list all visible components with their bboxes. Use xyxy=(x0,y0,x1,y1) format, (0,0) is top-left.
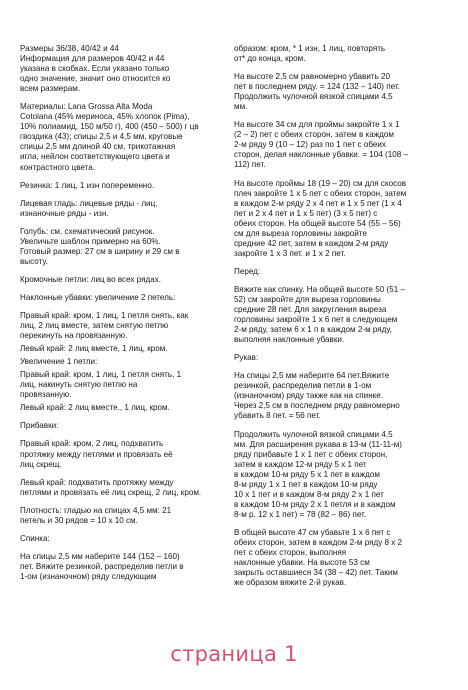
paragraph xyxy=(20,534,232,544)
text-line: Резинка: 1 лиц, 1 изн попеременно. xyxy=(20,180,155,190)
paragraph xyxy=(20,403,232,413)
text-line: Спинка: xyxy=(20,533,50,543)
paragraph xyxy=(234,267,448,277)
text-line: плеч закройте 1 x 5 пет с обеих сторон, затем xyxy=(234,188,407,198)
text-line: затем в каждом 12-м ряду 5 x 1 пет xyxy=(234,459,367,469)
paragraph xyxy=(20,421,232,431)
text-line: пет. Вяжите резинкой, распределив петли в xyxy=(20,561,184,571)
text-line: На высоте 2,5 см равномерно убавить 20 xyxy=(234,72,391,82)
text-line: 8-м р. 12 x 1 пет) = 78 (82 – 86) пет. xyxy=(234,509,367,519)
text-line: гвоздика (43); спицы 2,5 и 4,5 мм, круговые xyxy=(20,132,183,142)
text-line: 52) см закройте для выреза горловины xyxy=(234,294,381,304)
text-line: выполняя наклонные убавки. xyxy=(234,335,345,345)
text-line: Продолжить чулочной вязкой спицами 4,5 xyxy=(234,429,393,439)
text-line: от* до конца, кром. xyxy=(234,54,306,64)
text-line: высоту. xyxy=(20,256,48,266)
page-number-footer: страница 1 xyxy=(170,642,298,666)
text-line: 10 x 1 пет и в каждом 8-м ряду 2 x 1 пет xyxy=(234,489,384,499)
text-line: убавить 8 пет. = 56 пет. xyxy=(234,411,321,421)
text-line: в каждом 2-м ряду 2 x 4 пет и 1 x 5 пет (1 x 4 xyxy=(234,198,402,208)
text-line: На спицы 2,5 мм наберите 64 пет.Вяжите xyxy=(234,371,390,381)
text-line: Прибавки: xyxy=(20,421,59,431)
paragraph xyxy=(20,275,232,285)
text-line: одно значение, значит оно относится ко xyxy=(20,74,171,84)
paragraph xyxy=(20,311,232,341)
text-line: средние 28 пет. Для закругления выреза xyxy=(234,305,387,315)
paragraph xyxy=(234,430,448,520)
paragraph xyxy=(20,370,232,400)
text-line: контрастного цвета. xyxy=(20,162,96,172)
text-line: Наклонные убавки: увеличение 2 петель: xyxy=(20,292,176,302)
text-line: (2 – 2) пет с обеих сторон, затем в каждом xyxy=(234,130,394,140)
paragraph xyxy=(234,528,448,588)
paragraph xyxy=(234,72,448,112)
text-line: Перед: xyxy=(234,266,261,276)
text-line: провязанную. xyxy=(20,390,72,400)
text-line: же образом вяжите 2-й рукав. xyxy=(234,578,347,588)
text-line: петель и 30 рядов = 10 x 10 см. xyxy=(20,515,138,525)
text-line: спицы 2,5 мм длиной 40 см, трикотажная xyxy=(20,142,176,152)
paragraph xyxy=(20,478,232,498)
paragraph xyxy=(20,227,232,267)
text-line: горловины закройте 1 x 6 пет в следующем xyxy=(234,315,398,325)
text-line: игла, нейлон соответствующего цвета и xyxy=(20,152,170,162)
paragraph xyxy=(20,102,232,172)
text-line: резинкой, распределив петли в 1-ом xyxy=(234,381,372,391)
text-line: пет с обеих сторон, выполняя xyxy=(234,548,347,558)
right-column xyxy=(234,44,448,596)
text-line: На спицы 2,5 мм наберите 144 (152 – 160) xyxy=(20,551,180,561)
text-line: мм. xyxy=(234,102,248,112)
paragraph xyxy=(234,179,448,259)
text-line: всем размерам. xyxy=(20,84,81,94)
text-line: Размеры 36/38, 40/42 и 44 xyxy=(20,44,119,53)
paragraph xyxy=(20,344,232,354)
text-line: 10% полиамид, 150 м/50 г), 400 (450 – 500) г цв xyxy=(20,122,199,132)
paragraph xyxy=(234,371,448,421)
text-line: В общей высоте 47 см убавьте 1 x 6 пет с xyxy=(234,527,391,537)
text-line: 8-м ряду 1 x 1 пет в каждом 10-м ряду xyxy=(234,479,378,489)
text-line: Кромочные петли: лиц во всех рядах. xyxy=(20,274,162,284)
text-line: Вяжите как спинку. На общей высоте 50 (51 – xyxy=(234,284,406,294)
text-line: 1-ом (изнаночном) ряду следующим xyxy=(20,571,157,581)
text-line: На высоте 34 см для проймы закройте 1 x 1 xyxy=(234,120,400,130)
text-line: в каждом 10-м ряду 2 x 1 петля и в каждом xyxy=(234,499,396,509)
left-column xyxy=(20,44,232,590)
text-line: Готовый размер: 27 см в ширину и 29 см в xyxy=(20,246,180,256)
text-line: лиц, накинуть снятую петлю на xyxy=(20,380,138,390)
text-line: Лицевая гладь: лицевые ряды - лиц, xyxy=(20,198,158,208)
text-line: указана в скобках. Если указано только xyxy=(20,64,170,74)
text-line: Увеличьте шаблон примерно на 60%. xyxy=(20,236,161,246)
text-line: Cotolana (45% мериносa, 45% хлопок (Pima), xyxy=(20,112,190,122)
text-line: 2-м ряду 9 (10 – 12) раз по 1 пет с обеих xyxy=(234,140,386,150)
text-line: Левый край: подхватить протяжку между xyxy=(20,477,174,487)
paragraph xyxy=(234,285,448,345)
text-line: изнаночные ряды - изн. xyxy=(20,208,109,218)
paragraph xyxy=(20,181,232,191)
text-line: Информация для размеров 40/42 и 44 xyxy=(20,54,165,64)
text-line: На высоте проймы 18 (19 – 20) см для скосов xyxy=(234,178,407,188)
text-line: средние 42 пет, затем в каждом 2-м ряду xyxy=(234,238,389,248)
text-line: Правый край: кром, 2 лиц, подхватить xyxy=(20,439,164,449)
text-line: в каждом 10-м ряду 5 x 1 пет в каждом xyxy=(234,469,380,479)
text-line: Увеличение 1 петли: xyxy=(20,357,98,367)
paragraph xyxy=(20,506,232,526)
text-line: ряду прибавьте 1 x 1 пет с обеих сторон, xyxy=(234,449,388,459)
text-line: протяжку между петлями и провязать её xyxy=(20,449,173,459)
text-line: закройте 1 x 3 пет. и 1 x 2 пет. xyxy=(234,248,346,258)
paragraph xyxy=(20,357,232,367)
text-line: лиц, 2 лиц вместе, затем снятую петлю xyxy=(20,321,169,331)
text-line: Голубь: см. схематический рисунок. xyxy=(20,226,155,236)
text-line: образом: кром, * 1 изн, 1 лиц, повторять xyxy=(234,44,386,53)
text-line: пет в последнем ряду. = 124 (132 – 140) пет. xyxy=(234,82,400,92)
text-line: наклонные убавки. На высоте 53 см xyxy=(234,558,370,568)
text-line: Через 2,5 см в последнем ряду равномерно xyxy=(234,401,400,411)
text-line: мм. Для расширения рукава в 13-м (11-11-м) xyxy=(234,439,402,449)
text-line: 2-м ряду, затем 6 x 1 п в каждом 2-м ряду, xyxy=(234,325,392,335)
text-line: петлями и провязать её лиц скрещ, 2 лиц, кром. xyxy=(20,487,202,497)
paragraph xyxy=(20,552,232,582)
text-line: обеих сторон. На общей высоте 54 (55 – 56) xyxy=(234,218,401,228)
paragraph xyxy=(20,199,232,219)
text-line: Продолжить чулочной вязкой спицами 4,5 xyxy=(234,92,393,102)
text-line: перекинуть на провязанную. xyxy=(20,331,128,341)
text-line: лиц скрещ. xyxy=(20,459,62,469)
text-line: см для выреза горловины закройте xyxy=(234,228,367,238)
paragraph xyxy=(20,293,232,303)
text-line: Правый край: кром, 1 лиц, 1 петля снять, 1 xyxy=(20,370,182,380)
text-line: Рукав: xyxy=(234,353,259,363)
text-line: Материалы: Lana Grossa Alta Moda xyxy=(20,102,153,112)
text-line: 112) пет. xyxy=(234,160,266,170)
paragraph xyxy=(20,44,232,94)
paragraph xyxy=(234,353,448,363)
paragraph xyxy=(234,120,448,170)
paragraph xyxy=(234,44,448,64)
text-line: (изнаночном) ряду также как на спинке. xyxy=(234,391,384,401)
text-line: Правый край: кром, 1 лиц, 1 петля снять, как xyxy=(20,310,189,320)
text-line: закрыть оставшиеся 34 (38 – 42) пет. Таким xyxy=(234,568,398,578)
text-line: сторон, делая наклонные убавки. = 104 (108 – xyxy=(234,150,408,160)
text-line: Левый край: 2 лиц вместе, 1 лиц, кром. xyxy=(20,344,168,354)
paragraph xyxy=(20,439,232,469)
text-line: обеих сторон, затем в каждом 2-м ряду 8 x 2 xyxy=(234,537,403,547)
text-line: Плотность: гладью на спицах 4,5 мм: 21 xyxy=(20,505,172,515)
text-line: Левый край: 2 лиц вместе., 1 лиц, кром. xyxy=(20,403,170,413)
text-line: пет и 2 x 4 пет и 1 x 5 пет) (3 x 5 пет) с xyxy=(234,208,378,218)
